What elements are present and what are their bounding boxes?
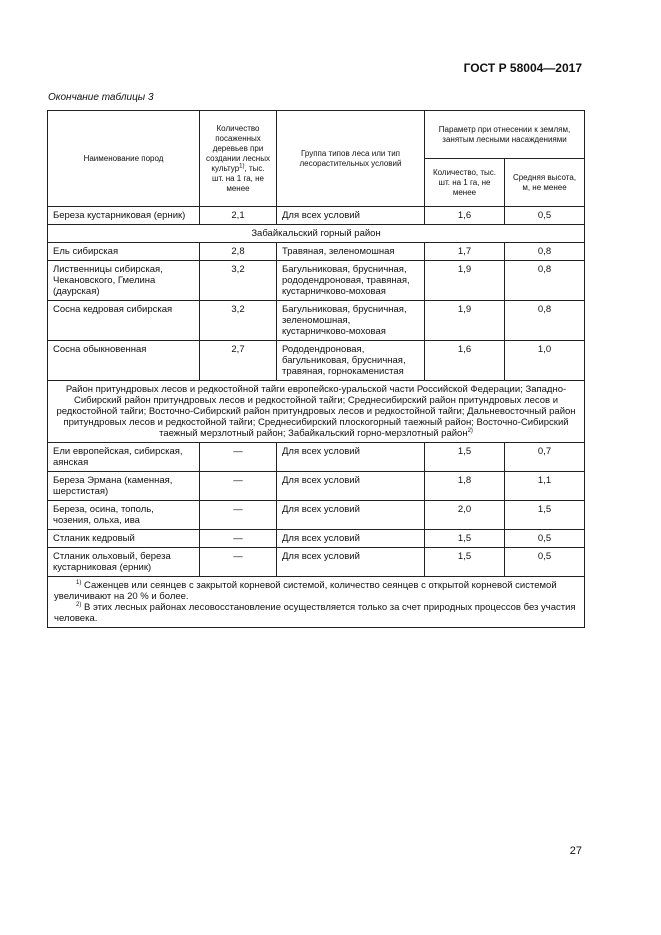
table-row (48, 443, 585, 472)
cell-height: 0,5 (505, 548, 585, 577)
cell-species: Ель сибирская (48, 243, 200, 261)
cell-species: Сосна кедровая сибирская (48, 301, 200, 341)
cell-height: 1,1 (505, 472, 585, 501)
cell-height: 1,0 (505, 341, 585, 381)
cell-count: 1,5 (425, 548, 505, 577)
cell-qty: 2,7 (200, 341, 277, 381)
cell-qty: — (200, 530, 277, 548)
cell-qty: — (200, 443, 277, 472)
cell-species: Стланик кедровый (48, 530, 200, 548)
table-row (48, 530, 585, 548)
col-header-species: Наименование пород (48, 111, 200, 207)
cell-qty: — (200, 472, 277, 501)
cell-species: Береза кустарниковая (ерник) (48, 207, 200, 225)
table-row (48, 243, 585, 261)
cell-height: 0,7 (505, 443, 585, 472)
table-row (48, 301, 585, 341)
cell-count: 1,8 (425, 472, 505, 501)
footnotes (48, 577, 585, 628)
cell-qty: — (200, 501, 277, 530)
section-title: Район притундровых лесов и редкостойной тайги европейско-уральской части Российской Федерации; Западно-Сибирский район притундровых лесов и редкостойной тайги; Среднесибирский район притундровых лесов и редкостойной тайги; Восточно-Сибирский район притундровых лесов и редкостойной тайги; Дальневосточный район притундровых лесов и редкостойной тайги; Среднесибирский плоскогорный таежный район; Восточно-Сибирский таежный мерзлотный район; Забайкальский горно-мерзлотный район$^{2)}$ (48, 381, 585, 443)
table-row (48, 341, 585, 381)
cell-species: Береза Эрмана (каменная, шерстистая) (48, 472, 200, 501)
species-table (47, 110, 585, 628)
cell-species: Ели европейская, сибирская, аянская (48, 443, 200, 472)
cell-qty: 3,2 (200, 301, 277, 341)
section-row (48, 225, 585, 243)
table-row (48, 207, 585, 225)
cell-height: 0,8 (505, 243, 585, 261)
cell-group: Для всех условий (277, 501, 425, 530)
cell-height: 0,8 (505, 301, 585, 341)
col-header-param: Параметр при отнесении к землям, занятым лесными насаждениями (425, 111, 585, 159)
section-title: Забайкальский горный район (48, 225, 585, 243)
document-id: ГОСТ Р 58004—2017 (463, 61, 582, 75)
cell-height: 0,5 (505, 207, 585, 225)
cell-height: 1,5 (505, 501, 585, 530)
cell-count: 2,0 (425, 501, 505, 530)
table-row (48, 501, 585, 530)
cell-group: Для всех условий (277, 472, 425, 501)
cell-species: Сосна обыкновенная (48, 341, 200, 381)
cell-count: 1,6 (425, 341, 505, 381)
cell-count: 1,6 (425, 207, 505, 225)
cell-group: Травяная, зеленомошная (277, 243, 425, 261)
cell-count: 1,9 (425, 261, 505, 301)
cell-group: Рододендроновая, багульниковая, брусничная, травяная, горнокаменистая (277, 341, 425, 381)
table-caption: Окончание таблицы 3 (48, 92, 154, 103)
cell-count: 1,5 (425, 530, 505, 548)
col-header-group: Группа типов леса или тип лесорастительных условий (277, 111, 425, 207)
table-row (48, 472, 585, 501)
cell-group: Для всех условий (277, 207, 425, 225)
col-header-height: Средняя высота, м, не менее (505, 159, 585, 207)
table-row (48, 261, 585, 301)
cell-qty: 2,1 (200, 207, 277, 225)
cell-count: 1,7 (425, 243, 505, 261)
cell-group: Для всех условий (277, 548, 425, 577)
section-row (48, 381, 585, 443)
cell-height: 0,5 (505, 530, 585, 548)
cell-qty: — (200, 548, 277, 577)
cell-species: Береза, осина, тополь, чозения, ольха, ива (48, 501, 200, 530)
col-header-qty: Количество посаженных деревьев при создании лесных культур$^{1)}$, тыс. шт. на 1 га, не менее (200, 111, 277, 207)
footnote-2: $^{2)}$ В этих лесных районах лесовосстановление осуществляется только за счет природных процессов без участия человека. (54, 601, 576, 624)
cell-qty: 3,2 (200, 261, 277, 301)
cell-count: 1,5 (425, 443, 505, 472)
cell-count: 1,9 (425, 301, 505, 341)
table-row (48, 548, 585, 577)
cell-height: 0,8 (505, 261, 585, 301)
cell-species: Лиственницы сибирская, Чекановского, Гмелина (даурская) (48, 261, 200, 301)
cell-species: Стланик ольховый, береза кустарниковая (ерник) (48, 548, 200, 577)
cell-qty: 2,8 (200, 243, 277, 261)
footnotes-row (48, 577, 585, 628)
col-header-count: Количество, тыс. шт. на 1 га, не менее (425, 159, 505, 207)
cell-group: Для всех условий (277, 530, 425, 548)
page-number: 27 (569, 845, 582, 857)
footnote-1: $^{1)}$ Саженцев или сеянцев с закрытой корневой системой, количество сеянцев с открытой корневой системой увеличивают на 20 % и более. (54, 579, 557, 602)
cell-group: Багульниковая, брусничная, зеленомошная, кустарничково-моховая (277, 301, 425, 341)
cell-group: Для всех условий (277, 443, 425, 472)
cell-group: Багульниковая, брусничная, рододендроновая, травяная, кустарничково-моховая (277, 261, 425, 301)
